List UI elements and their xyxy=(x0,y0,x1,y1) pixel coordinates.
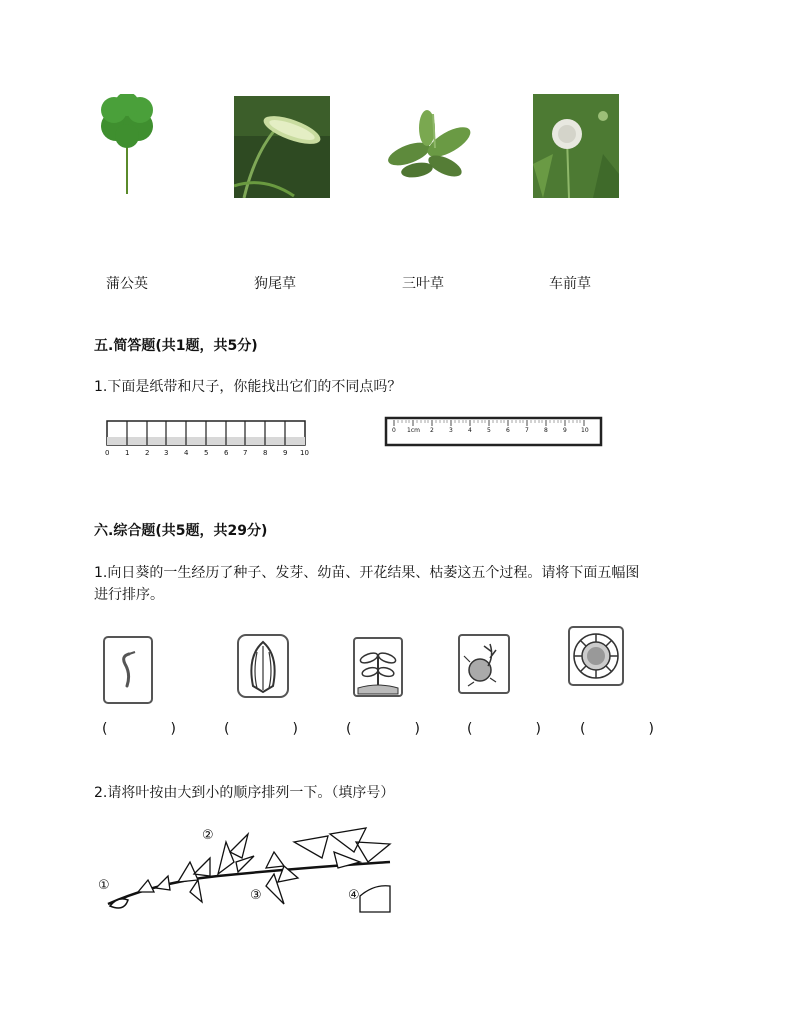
withered-card-image xyxy=(456,632,512,696)
leaf-number-2: ② xyxy=(202,828,214,843)
seedling-card-image xyxy=(352,636,404,698)
paren-open: ( xyxy=(346,721,352,737)
ruler-tick: 10 xyxy=(581,427,589,434)
answer-blank-1[interactable] xyxy=(102,721,176,741)
paren-open: ( xyxy=(467,721,473,737)
paper-tape-figure xyxy=(102,418,312,462)
ruler-tick-labels xyxy=(384,427,604,437)
leaf-number-4: ④ xyxy=(348,888,360,903)
seed-card-image xyxy=(235,632,291,700)
tape-tick: 1 xyxy=(125,449,130,457)
answer-blank-5[interactable] xyxy=(580,721,654,741)
paren-open: ( xyxy=(580,721,586,737)
paren-close: ) xyxy=(535,721,541,737)
ruler-tick: 6 xyxy=(506,427,510,434)
tape-tick-labels xyxy=(102,449,312,461)
tape-tick: 2 xyxy=(145,449,150,457)
leaf-number-3: ③ xyxy=(250,888,262,903)
section-6-question-2: 2.请将叶按由大到小的顺序排列一下。（填序号） xyxy=(94,785,395,801)
leaf-branch-figure xyxy=(98,822,394,918)
section-6-heading: 六.综合题(共5题，共29分) xyxy=(94,523,268,539)
paren-open: ( xyxy=(224,721,230,737)
ruler-tick: 1cm xyxy=(407,427,420,434)
dandelion-image xyxy=(533,94,619,198)
ruler-tick: 0 xyxy=(392,427,396,434)
clover-image xyxy=(94,94,162,198)
ruler-tick: 3 xyxy=(449,427,453,434)
section-6-question-1-line-1: 1.向日葵的一生经历了种子、发芽、幼苗、开花结果、枯萎这五个过程。请将下面五幅图 xyxy=(94,565,640,581)
tape-tick: 10 xyxy=(300,449,309,457)
tape-tick: 6 xyxy=(224,449,229,457)
flower-card-image xyxy=(566,624,626,688)
ruler-tick: 9 xyxy=(563,427,567,434)
plantain-image xyxy=(383,108,479,186)
section-5-question-1: 1.下面是纸带和尺子，你能找出它们的不同点吗？ xyxy=(94,379,402,395)
ruler-figure xyxy=(384,416,604,448)
paren-close: ) xyxy=(414,721,420,737)
leaf-number-1: ① xyxy=(98,878,110,893)
foxtail-image xyxy=(234,96,330,198)
plant-label-4: 车前草 xyxy=(549,276,591,292)
ruler-tick: 7 xyxy=(525,427,529,434)
ruler-tick: 2 xyxy=(430,427,434,434)
answer-blank-3[interactable] xyxy=(346,721,420,741)
tape-tick: 0 xyxy=(105,449,110,457)
plant-label-1: 蒲公英 xyxy=(106,276,148,292)
sprout-card-image xyxy=(101,634,155,706)
ruler-tick: 4 xyxy=(468,427,472,434)
tape-tick: 4 xyxy=(184,449,189,457)
tape-tick: 9 xyxy=(283,449,288,457)
section-5-heading: 五.简答题(共1题，共5分) xyxy=(94,338,258,354)
section-6-question-1-line-2: 进行排序。 xyxy=(94,587,164,603)
paren-close: ) xyxy=(292,721,298,737)
plant-label-2: 狗尾草 xyxy=(254,276,296,292)
answer-blank-4[interactable] xyxy=(467,721,541,741)
answer-blank-2[interactable] xyxy=(224,721,298,741)
paren-open: ( xyxy=(102,721,108,737)
tape-tick: 7 xyxy=(243,449,248,457)
ruler-tick: 8 xyxy=(544,427,548,434)
tape-tick: 3 xyxy=(164,449,169,457)
tape-tick: 8 xyxy=(263,449,268,457)
paren-close: ) xyxy=(648,721,654,737)
ruler-tick: 5 xyxy=(487,427,491,434)
tape-tick: 5 xyxy=(204,449,209,457)
plant-label-3: 三叶草 xyxy=(402,276,444,292)
paren-close: ) xyxy=(170,721,176,737)
